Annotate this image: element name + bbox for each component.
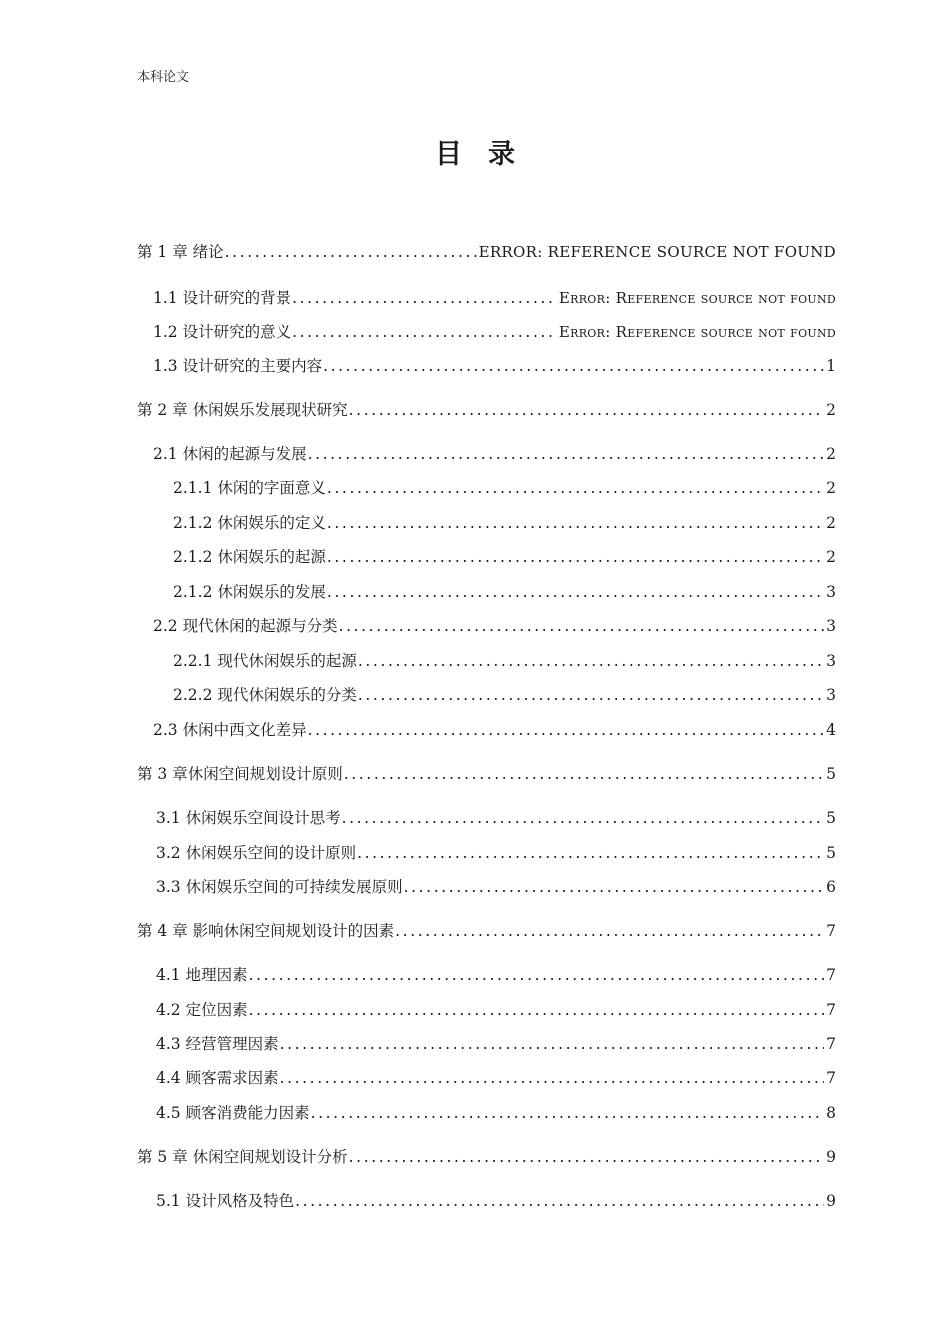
toc-entry-page: 3 bbox=[826, 652, 836, 670]
toc-dot-leader bbox=[225, 243, 477, 261]
toc-entry-title: 2.2 现代休闲的起源与分类 bbox=[153, 617, 338, 635]
toc-entry-page: 7 bbox=[826, 966, 836, 984]
toc-dot-leader bbox=[358, 686, 824, 704]
toc-entry-title: 2.1 休闲的起源与发展 bbox=[153, 445, 307, 463]
toc-entry[interactable] bbox=[173, 580, 836, 604]
toc-entry[interactable] bbox=[156, 963, 836, 987]
toc-entry-title: 2.3 休闲中西文化差异 bbox=[153, 721, 307, 739]
toc-entry[interactable] bbox=[153, 320, 836, 344]
toc-dot-leader bbox=[358, 652, 824, 670]
toc-entry-page: 2 bbox=[826, 548, 836, 566]
toc-entry[interactable] bbox=[137, 398, 836, 422]
toc-entry-page: 8 bbox=[826, 1104, 836, 1122]
toc-entry-title: 1.1 设计研究的背景 bbox=[153, 289, 292, 307]
toc-dot-leader bbox=[339, 617, 825, 635]
toc-entry-title: 5.1 设计风格及特色 bbox=[156, 1192, 295, 1210]
toc-entry[interactable] bbox=[153, 442, 836, 466]
toc-entry-title: 2.1.1 休闲的字面意义 bbox=[173, 479, 326, 497]
toc-entry[interactable] bbox=[156, 875, 836, 899]
toc-entry-page: Error: Reference source not found bbox=[558, 289, 836, 307]
toc-entry-page: 3 bbox=[826, 583, 836, 601]
toc-dot-leader bbox=[292, 289, 557, 307]
toc-dot-leader bbox=[357, 844, 824, 862]
toc-entry-title: 4.1 地理因素 bbox=[156, 966, 248, 984]
toc-dot-leader bbox=[327, 548, 824, 566]
toc-entry[interactable] bbox=[156, 1189, 836, 1213]
toc-dot-leader bbox=[280, 1069, 825, 1087]
toc-entry[interactable] bbox=[153, 614, 836, 638]
toc-dot-leader bbox=[395, 922, 824, 940]
toc-entry-title: 2.1.2 休闲娱乐的起源 bbox=[173, 548, 326, 566]
toc-dot-leader bbox=[292, 323, 557, 341]
toc-entry-page: 1 bbox=[826, 357, 836, 375]
toc-dot-leader bbox=[323, 357, 824, 375]
page-title: 目录 bbox=[435, 139, 541, 170]
toc-entry[interactable] bbox=[156, 1066, 836, 1090]
toc-entry[interactable] bbox=[173, 545, 836, 569]
toc-dot-leader bbox=[344, 765, 824, 783]
toc-entry[interactable] bbox=[173, 511, 836, 535]
toc-entry-page: 2 bbox=[826, 401, 836, 419]
toc-entry-page: 4 bbox=[826, 721, 836, 739]
toc-entry-page: 3 bbox=[826, 617, 836, 635]
toc-entry[interactable] bbox=[153, 354, 836, 378]
toc-dot-leader bbox=[311, 1104, 825, 1122]
toc-dot-leader bbox=[349, 1148, 824, 1166]
toc-entry-title: 4.4 顾客需求因素 bbox=[156, 1069, 279, 1087]
toc-entry-title: 第 1 章 绪论 bbox=[137, 243, 224, 261]
toc-dot-leader bbox=[327, 514, 824, 532]
toc-entry-title: 1.2 设计研究的意义 bbox=[153, 323, 292, 341]
toc-dot-leader bbox=[349, 401, 824, 419]
toc-dot-leader bbox=[295, 1192, 824, 1210]
toc-dot-leader bbox=[404, 878, 825, 896]
toc-entry-title: 3.1 休闲娱乐空间设计思考 bbox=[156, 809, 341, 827]
toc-entry[interactable] bbox=[156, 1032, 836, 1056]
toc-entry-page: 2 bbox=[826, 514, 836, 532]
toc-entry-title: 4.2 定位因素 bbox=[156, 1001, 248, 1019]
toc-entry-page: 7 bbox=[826, 922, 836, 940]
toc-entry-page: 9 bbox=[826, 1148, 836, 1166]
toc-dot-leader bbox=[342, 809, 825, 827]
toc-dot-leader bbox=[327, 583, 824, 601]
toc-entry-title: 第 3 章休闲空间规划设计原则 bbox=[137, 765, 343, 783]
toc-entry-page: 6 bbox=[826, 878, 836, 896]
toc-entry-title: 4.3 经营管理因素 bbox=[156, 1035, 279, 1053]
toc-entry-title: 2.2.2 现代休闲娱乐的分类 bbox=[173, 686, 357, 704]
toc-entry-page: 5 bbox=[826, 765, 836, 783]
toc-entry-title: 2.1.2 休闲娱乐的发展 bbox=[173, 583, 326, 601]
toc-entry-title: 3.2 休闲娱乐空间的设计原则 bbox=[156, 844, 357, 862]
toc-entry[interactable] bbox=[137, 240, 836, 264]
toc-entry-title: 3.3 休闲娱乐空间的可持续发展原则 bbox=[156, 878, 403, 896]
toc-entry-page: 5 bbox=[826, 809, 836, 827]
toc-entry[interactable] bbox=[156, 806, 836, 830]
toc-dot-leader bbox=[249, 966, 825, 984]
toc-entry-title: 1.3 设计研究的主要内容 bbox=[153, 357, 323, 375]
toc-entry[interactable] bbox=[137, 762, 836, 786]
toc-dot-leader bbox=[280, 1035, 825, 1053]
toc-entry-page: Error: Reference source not found bbox=[558, 323, 836, 341]
toc-entry-page: 7 bbox=[826, 1035, 836, 1053]
toc-entry[interactable] bbox=[173, 476, 836, 500]
toc-entry[interactable] bbox=[173, 683, 836, 707]
toc-dot-leader bbox=[327, 479, 824, 497]
toc-entry[interactable] bbox=[156, 841, 836, 865]
running-header: 本科论文 bbox=[137, 70, 190, 85]
toc-dot-leader bbox=[308, 445, 825, 463]
toc-entry-page: ERROR: REFERENCE SOURCE NOT FOUND bbox=[478, 243, 836, 261]
toc-entry[interactable] bbox=[153, 718, 836, 742]
toc-entry-title: 4.5 顾客消费能力因素 bbox=[156, 1104, 310, 1122]
toc-dot-leader bbox=[249, 1001, 825, 1019]
toc-entry[interactable] bbox=[173, 649, 836, 673]
toc-entry[interactable] bbox=[156, 998, 836, 1022]
toc-entry-title: 2.1.2 休闲娱乐的定义 bbox=[173, 514, 326, 532]
toc-entry[interactable] bbox=[153, 286, 836, 310]
toc-dot-leader bbox=[308, 721, 825, 739]
toc-entry-page: 9 bbox=[826, 1192, 836, 1210]
toc-entry[interactable] bbox=[156, 1101, 836, 1125]
toc-entry-page: 5 bbox=[826, 844, 836, 862]
toc-entry-title: 2.2.1 现代休闲娱乐的起源 bbox=[173, 652, 357, 670]
toc-entry[interactable] bbox=[137, 919, 836, 943]
toc-entry-title: 第 2 章 休闲娱乐发展现状研究 bbox=[137, 401, 348, 419]
toc-entry-title: 第 5 章 休闲空间规划设计分析 bbox=[137, 1148, 348, 1166]
toc-entry[interactable] bbox=[137, 1145, 836, 1169]
toc-entry-page: 7 bbox=[826, 1001, 836, 1019]
toc-entry-page: 2 bbox=[826, 445, 836, 463]
toc-entry-page: 3 bbox=[826, 686, 836, 704]
toc-entry-page: 2 bbox=[826, 479, 836, 497]
toc-entry-title: 第 4 章 影响休闲空间规划设计的因素 bbox=[137, 922, 395, 940]
toc-entry-page: 7 bbox=[826, 1069, 836, 1087]
